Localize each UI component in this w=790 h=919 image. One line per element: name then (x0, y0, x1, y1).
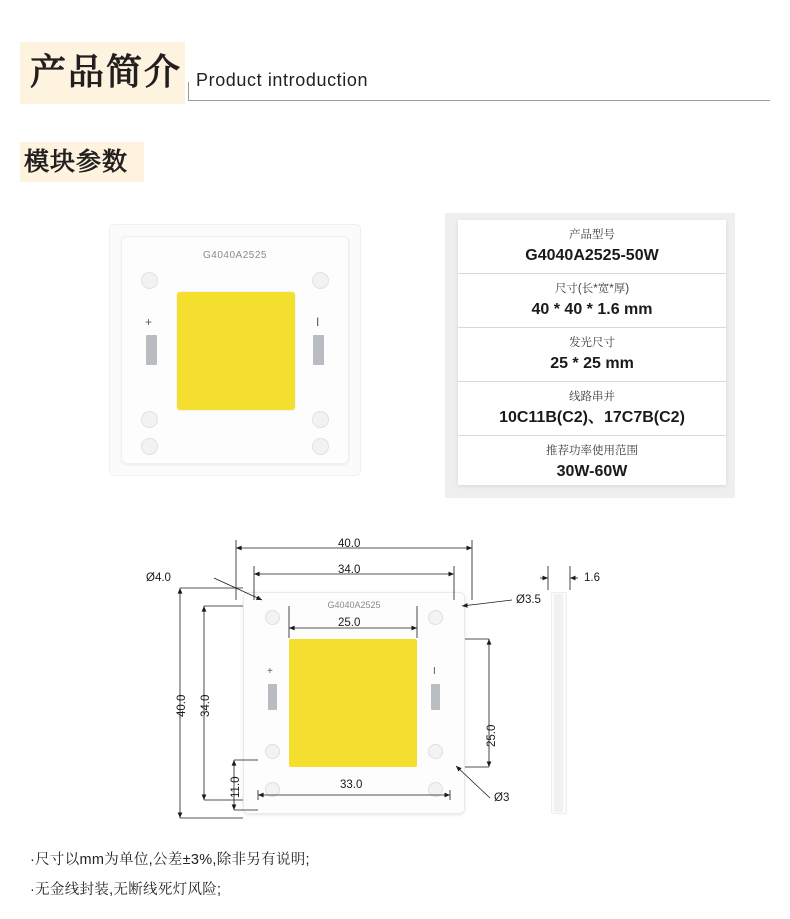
drawing-part-label: G4040A2525 (327, 600, 381, 610)
page-header (20, 42, 770, 104)
dim-emit-top: 25.0 (338, 617, 361, 629)
dim-bottom-inner: 33.0 (340, 779, 363, 791)
drawing-dimension-labels (0, 520, 790, 840)
mounting-hole-top-left (141, 272, 158, 289)
led-module-body (121, 236, 349, 464)
dim-left-outer: 40.0 (176, 694, 188, 717)
spec-row (458, 327, 726, 381)
spec-value: 10C11B(C2)、17C7B(C2) (499, 409, 685, 426)
header-divider (188, 100, 770, 101)
spec-key: 线路串并 (569, 391, 615, 403)
phosphor-emitting-area (177, 292, 295, 410)
spec-key: 推荐功率使用范围 (546, 445, 638, 457)
cathode-pad (313, 335, 324, 365)
page-subtitle: Product introduction (196, 70, 369, 90)
note-line: ·尺寸以mm为单位,公差±3%,除非另有说明; (30, 852, 310, 868)
dim-left-inner: 34.0 (200, 694, 212, 717)
spec-row (458, 435, 726, 489)
note-line: ·无金线封装,无断线死灯风险; (30, 882, 222, 898)
drawing-anode-plus-label: + (267, 666, 273, 677)
module-part-label: G4040A2525 (203, 250, 267, 261)
spec-value: 30W-60W (556, 463, 628, 480)
spec-value: 40 * 40 * 1.6 mm (531, 301, 653, 318)
header-tick (188, 82, 189, 101)
cathode-minus-label: I (316, 315, 320, 329)
mounting-hole-bottom-right (312, 411, 329, 428)
spec-row (458, 381, 726, 435)
section-title: 模块参数 (24, 148, 129, 176)
notes-block (30, 845, 760, 905)
dim-top-outer: 40.0 (338, 538, 361, 550)
spec-table (458, 220, 726, 485)
page-title: 产品简介 (30, 51, 183, 92)
mounting-hole-lower-left (141, 438, 158, 455)
dim-hole-big: Ø4.0 (146, 572, 171, 584)
drawing-cathode-minus-label: I (433, 666, 436, 677)
spec-key: 发光尺寸 (569, 337, 615, 349)
product-photo (110, 225, 360, 475)
dim-thickness: 1.6 (584, 572, 600, 584)
spec-key: 产品型号 (569, 229, 615, 241)
spec-key: 尺寸(长*宽*厚) (554, 283, 630, 295)
dim-right-emit: 25.0 (486, 724, 498, 747)
spec-value: 25 * 25 mm (550, 355, 634, 372)
dim-hole-mini: Ø3 (494, 792, 510, 804)
spec-row (458, 273, 726, 327)
mounting-hole-lower-right (312, 438, 329, 455)
dim-top-inner: 34.0 (338, 564, 361, 576)
mounting-hole-bottom-left (141, 411, 158, 428)
dim-bottom-left: 11.0 (230, 776, 242, 798)
anode-pad (146, 335, 157, 365)
spec-value: G4040A2525-50W (525, 247, 659, 264)
mounting-hole-top-right (312, 272, 329, 289)
anode-plus-label: + (145, 315, 153, 329)
spec-row (458, 220, 726, 273)
dim-hole-small: Ø3.5 (516, 594, 541, 606)
